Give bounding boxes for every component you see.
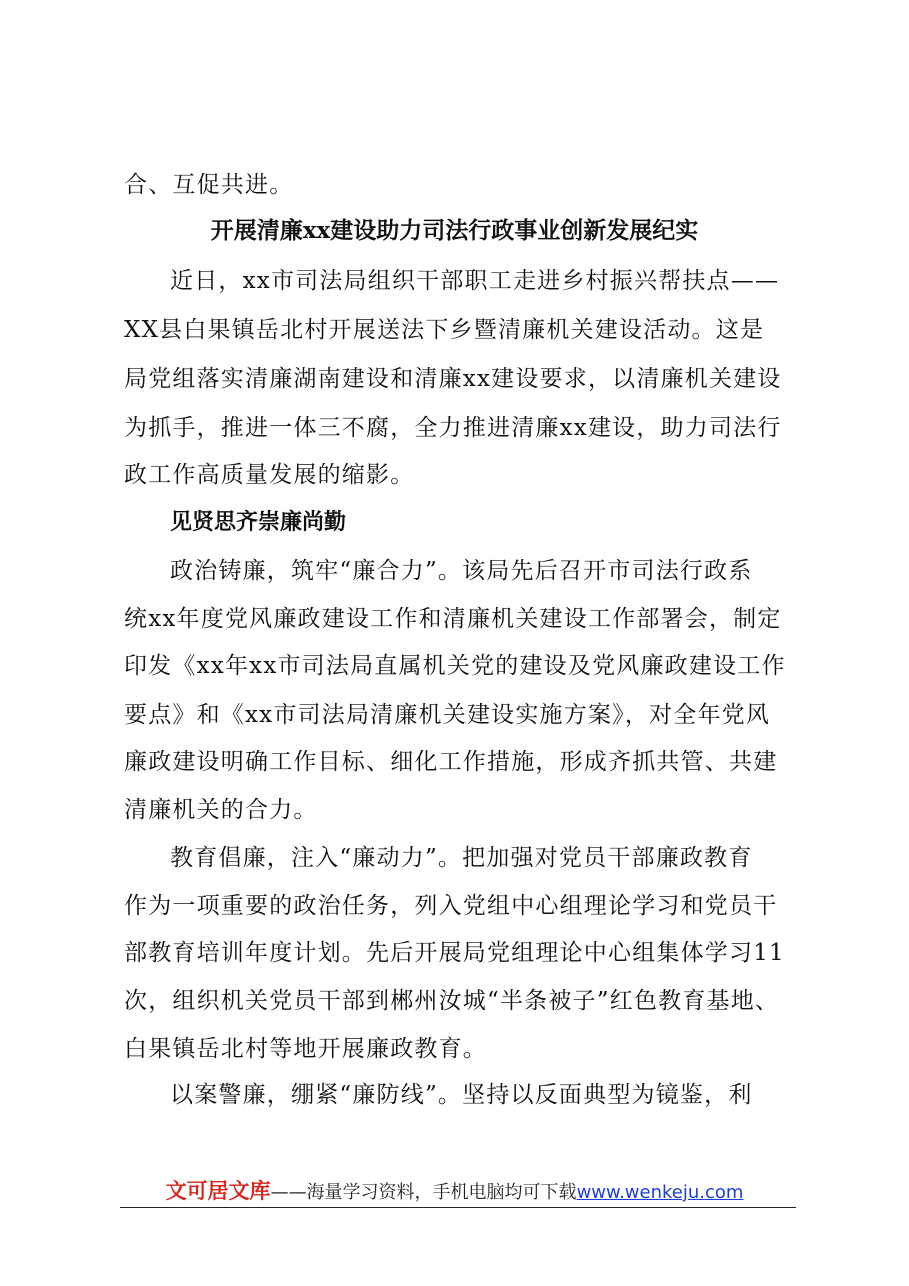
text-line: XX县白果镇岳北村开展送法下乡暨清廉机关建设活动。这是 — [124, 317, 765, 343]
footer-tagline: ——海量学习资料，手机电脑均可下载 — [270, 1182, 577, 1203]
footer-link[interactable]: www.wenkeju.com — [576, 1182, 744, 1203]
text-line: 印发《xx年xx市司法局直属机关党的建设及党风廉政建设工作 — [124, 653, 786, 679]
footer-divider — [120, 1207, 796, 1208]
text-line: 白果镇岳北村等地开展廉政教育。 — [124, 1036, 487, 1062]
text-line: 政工作高质量发展的缩影。 — [124, 462, 415, 488]
section-heading: 见贤思齐崇廉尚勤 — [170, 510, 347, 535]
text-line: 清廉机关的合力。 — [124, 797, 318, 823]
text-line: 部教育培训年度计划。先后开展局党组理论中心组集体学习11 — [124, 940, 785, 966]
text-line: 以案警廉，绷紧“廉防线”。坚持以反面典型为镜鉴，利 — [170, 1082, 753, 1108]
text-line: 为抓手，推进一体三不腐，全力推进清廉xx建设，助力司法行 — [124, 415, 782, 441]
text-line: 局党组落实清廉湖南建设和清廉xx建设要求，以清廉机关建设 — [124, 366, 782, 392]
text-line: 教育倡廉，注入“廉动力”。把加强对党员干部廉政教育 — [170, 845, 753, 871]
text-line: 政治铸廉，筑牢“廉合力”。该局先后召开市司法行政系 — [170, 558, 753, 584]
text-line: 统xx年度党风廉政建设工作和清廉机关建设工作部署会，制定 — [124, 606, 782, 632]
text-line: 廉政建设明确工作目标、细化工作措施，形成齐抓共管、共建 — [124, 749, 778, 775]
text-line: 要点》和《xx市司法局清廉机关建设实施方案》，对全年党风 — [124, 702, 771, 728]
text-line: 作为一项重要的政治任务，列入党组中心组理论学习和党员干 — [124, 893, 778, 919]
text-line: 近日，xx市司法局组织干部职工走进乡村振兴帮扶点—— — [170, 268, 780, 294]
text-line: 次，组织机关党员干部到郴州汝城“半条被子”红色教育基地、 — [124, 988, 780, 1014]
footer-banner — [0, 1175, 909, 1205]
carryover-line: 合、互促共进。 — [124, 172, 294, 198]
footer-brand: 文可居文库 — [165, 1179, 271, 1203]
article-title: 开展清廉xx建设助力司法行政事业创新发展纪实 — [210, 217, 699, 244]
